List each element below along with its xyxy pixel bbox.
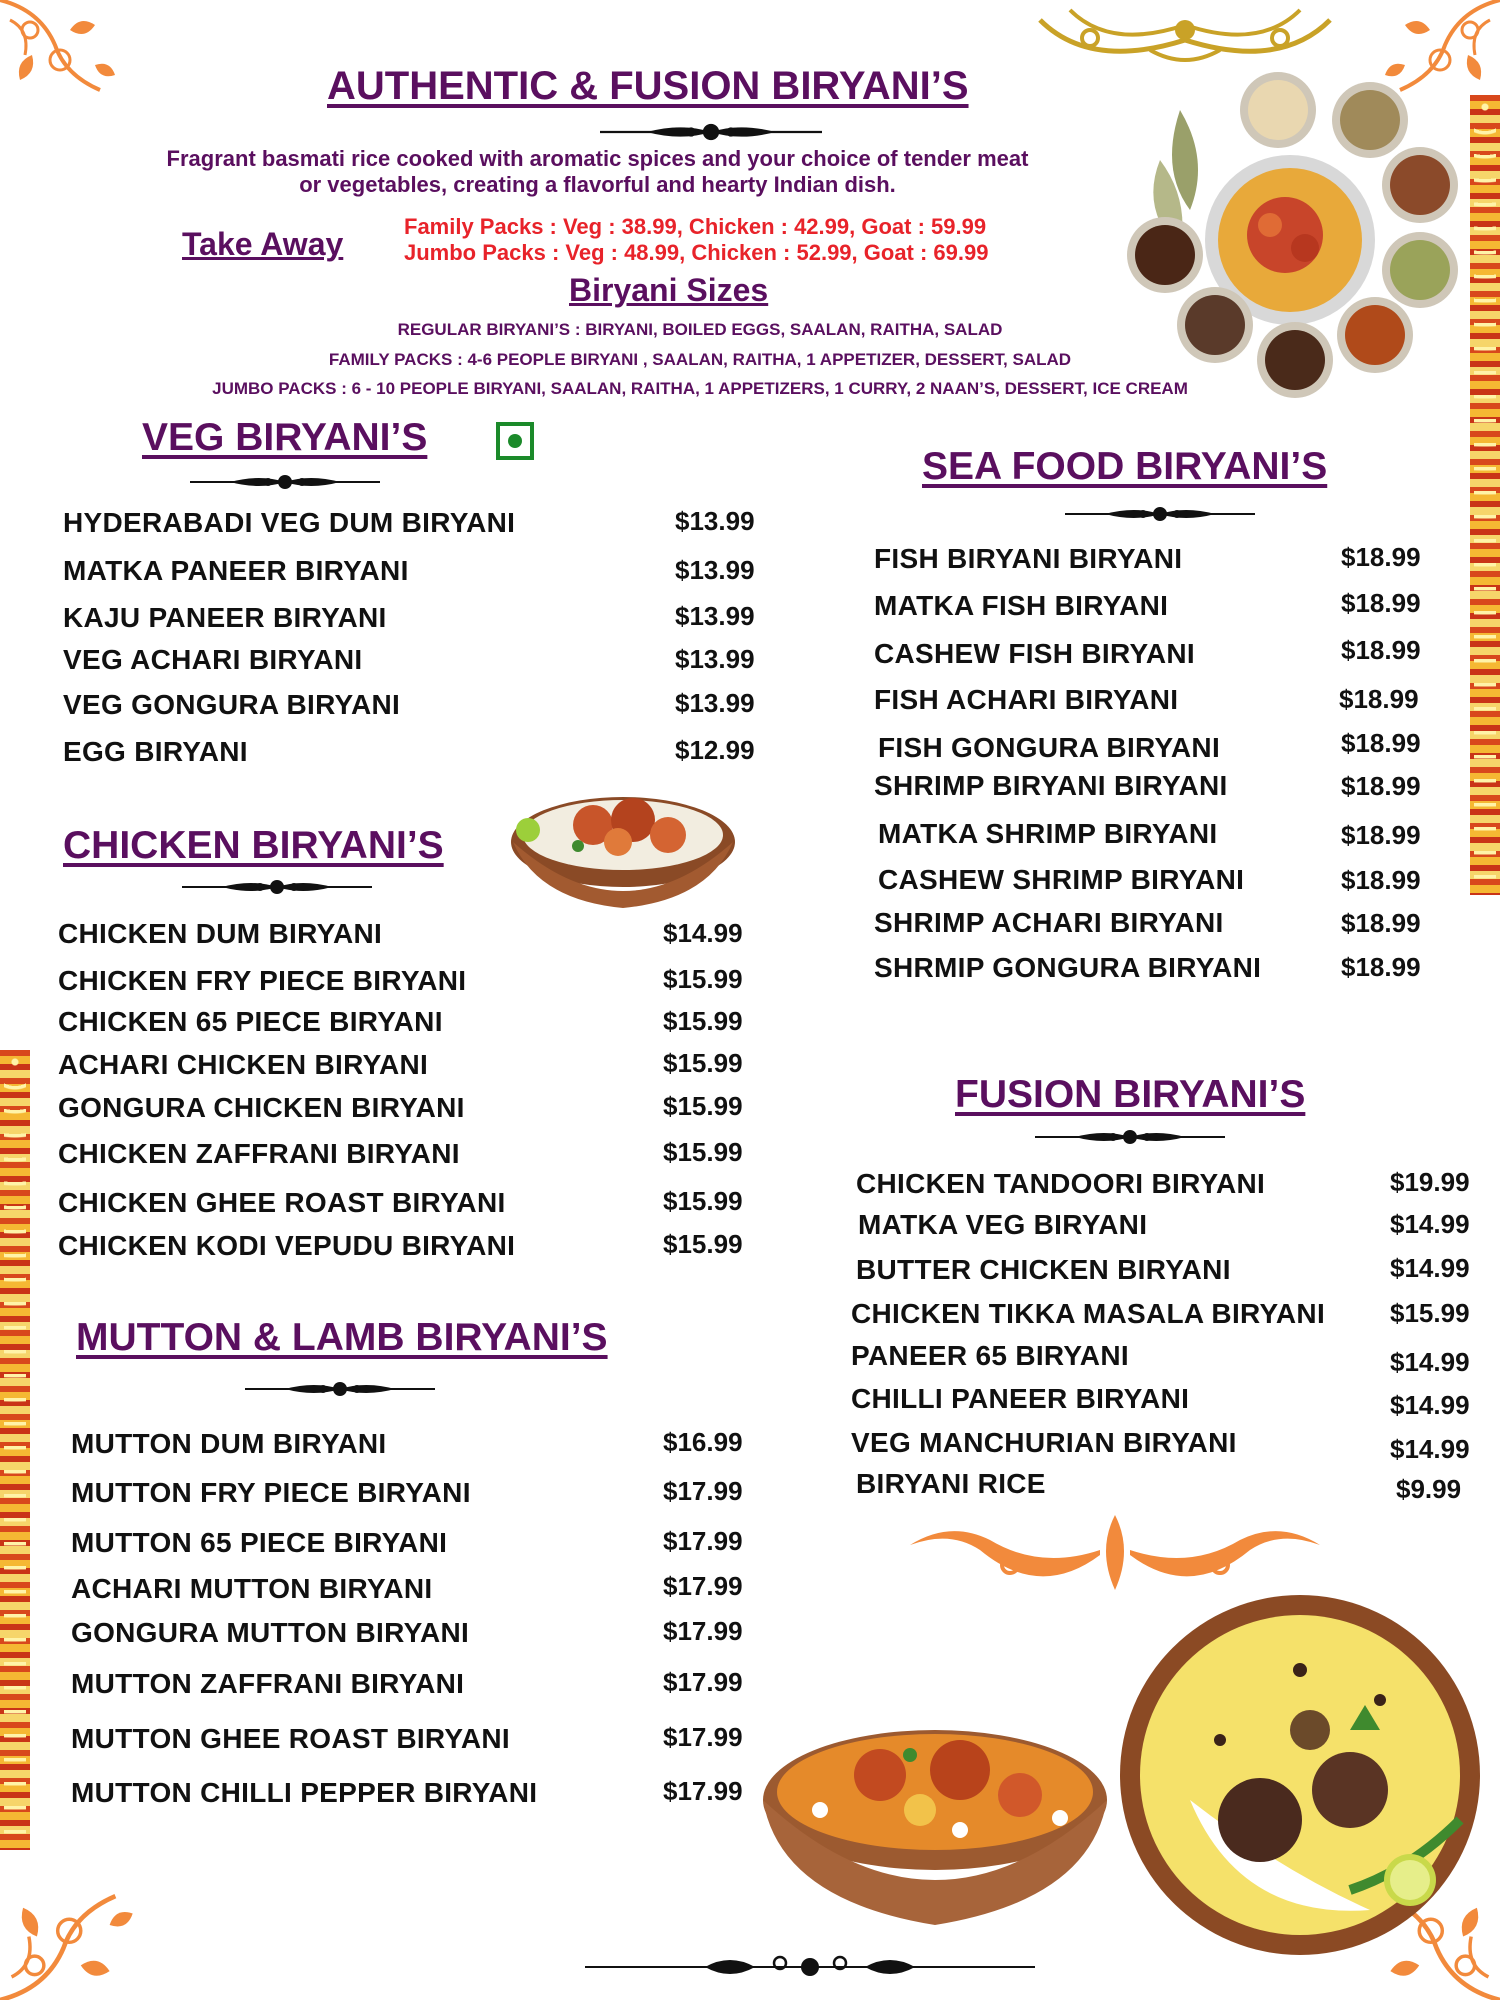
menu-item-price: $15.99 (663, 964, 743, 994)
mutton-biryani-bowl-image (1110, 1590, 1500, 1970)
menu-item-name: GONGURA MUTTON BIRYANI (71, 1617, 470, 1648)
divider-ornament (190, 472, 380, 492)
menu-item-price: $15.99 (1390, 1298, 1470, 1328)
menu-item-name: CHICKEN TIKKA MASALA BIRYANI (851, 1298, 1326, 1329)
menu-item-price: $17.99 (663, 1476, 743, 1506)
menu-item-price: $13.99 (675, 688, 755, 718)
menu-item-price: $16.99 (663, 1427, 743, 1457)
menu-item-name: MUTTON DUM BIRYANI (71, 1428, 387, 1459)
menu-item-price: $18.99 (1339, 684, 1419, 714)
menu-item-price: $15.99 (663, 1091, 743, 1121)
menu-item-price: $17.99 (663, 1776, 743, 1806)
menu-item-name: CASHEW FISH BIRYANI (874, 638, 1195, 669)
page-title: AUTHENTIC & FUSION BIRYANI’S (327, 64, 969, 108)
chicken-section-title: CHICKEN BIRYANI’S (63, 824, 444, 867)
menu-item-price: $14.99 (663, 918, 743, 948)
menu-item-price: $9.99 (1396, 1474, 1462, 1504)
menu-item-name: CHICKEN KODI VEPUDU BIRYANI (58, 1230, 516, 1261)
menu-item-price: $13.99 (675, 506, 755, 536)
biryani-sizes-title: Biryani Sizes (569, 272, 769, 308)
menu-item-price: $18.99 (1341, 908, 1421, 938)
menu-item-name: EGG BIRYANI (63, 736, 248, 767)
menu-item-price: $17.99 (663, 1616, 743, 1646)
menu-item-price: $18.99 (1341, 771, 1421, 801)
menu-item-price: $14.99 (1390, 1347, 1470, 1377)
menu-item-name: FISH GONGURA BIRYANI (878, 732, 1221, 763)
menu-item-name: MUTTON GHEE ROAST BIRYANI (71, 1723, 510, 1754)
menu-item-name: CHILLI PANEER BIRYANI (851, 1383, 1190, 1414)
takeaway-label: Take Away (182, 226, 344, 262)
menu-item-price: $18.99 (1341, 635, 1421, 665)
divider-ornament (585, 1952, 1035, 1982)
menu-item-price: $15.99 (663, 1048, 743, 1078)
menu-item-price: $18.99 (1341, 542, 1421, 572)
description-line-1: Fragrant basmati rice cooked with aromatic spices and your choice of tender meat (166, 146, 1029, 171)
menu-item-price: $14.99 (1390, 1434, 1470, 1464)
menu-item-price: $18.99 (1341, 588, 1421, 618)
gold-flourish-ornament (1030, 0, 1340, 70)
divider-ornament (1065, 504, 1255, 524)
menu-item-name: KAJU PANEER BIRYANI (63, 602, 387, 633)
menu-item-name: CHICKEN 65 PIECE BIRYANI (58, 1006, 443, 1037)
decorative-border-left (0, 1050, 30, 1850)
divider-ornament (245, 1379, 435, 1399)
floral-corner-ornament-bottom-left (0, 1850, 150, 2000)
menu-item-price: $17.99 (663, 1526, 743, 1556)
menu-item-name: SHRMIP GONGURA BIRYANI (874, 952, 1262, 983)
menu-item-name: SHRIMP BIRYANI BIRYANI (874, 770, 1228, 801)
menu-item-name: CASHEW SHRIMP BIRYANI (878, 864, 1245, 895)
menu-item-name: ACHARI CHICKEN BIRYANI (58, 1049, 429, 1080)
menu-item-price: $14.99 (1390, 1209, 1470, 1239)
menu-item-name: CHICKEN GHEE ROAST BIRYANI (58, 1187, 506, 1218)
menu-item-price: $17.99 (663, 1571, 743, 1601)
menu-item-price: $19.99 (1390, 1167, 1470, 1197)
menu-item-price: $13.99 (675, 601, 755, 631)
menu-item-name: MUTTON CHILLI PEPPER BIRYANI (71, 1777, 538, 1808)
divider-ornament (182, 877, 372, 897)
menu-item-price: $18.99 (1341, 865, 1421, 895)
menu-item-price: $14.99 (1390, 1390, 1470, 1420)
family-packs-prices: Family Packs : Veg : 38.99, Chicken : 42.99, Goat : 59.99 (404, 214, 987, 239)
menu-item-name: SHRIMP ACHARI BIRYANI (874, 907, 1224, 938)
menu-item-name: MUTTON FRY PIECE BIRYANI (71, 1477, 471, 1508)
seafood-section-title: SEA FOOD BIRYANI’S (922, 445, 1328, 488)
menu-item-name: VEG MANCHURIAN BIRYANI (851, 1427, 1237, 1458)
biryani-plate-image (760, 1700, 1110, 1930)
menu-item-price: $14.99 (1390, 1253, 1470, 1283)
chicken-biryani-bowl-image (508, 780, 738, 915)
size-family: FAMILY PACKS : 4-6 PEOPLE BIRYANI , SAALAN, RAITHA, 1 APPETIZER, DESSERT, SALAD (328, 350, 1072, 369)
menu-item-name: MATKA SHRIMP BIRYANI (878, 818, 1218, 849)
menu-item-name: FISH BIRYANI BIRYANI (874, 543, 1183, 574)
menu-item-name: ACHARI MUTTON BIRYANI (71, 1573, 433, 1604)
menu-item-price: $15.99 (663, 1186, 743, 1216)
menu-item-price: $17.99 (663, 1667, 743, 1697)
menu-item-name: FISH ACHARI BIRYANI (874, 684, 1179, 715)
spices-platter-image (1120, 70, 1460, 400)
fusion-section-title: FUSION BIRYANI’S (955, 1073, 1306, 1116)
menu-item-name: GONGURA CHICKEN BIRYANI (58, 1092, 465, 1123)
orange-flourish-ornament (890, 1510, 1340, 1600)
decorative-border-right (1470, 95, 1500, 895)
menu-item-name: HYDERABADI VEG DUM BIRYANI (63, 507, 516, 538)
divider-ornament (600, 120, 822, 144)
menu-item-name: CHICKEN DUM BIRYANI (58, 918, 383, 949)
menu-item-name: CHICKEN TANDOORI BIRYANI (856, 1168, 1266, 1199)
menu-item-price: $13.99 (675, 644, 755, 674)
menu-item-name: CHICKEN FRY PIECE BIRYANI (58, 965, 467, 996)
menu-item-name: BUTTER CHICKEN BIRYANI (856, 1254, 1231, 1285)
menu-item-price: $13.99 (675, 555, 755, 585)
menu-item-name: VEG GONGURA BIRYANI (63, 689, 401, 720)
menu-item-name: MUTTON 65 PIECE BIRYANI (71, 1527, 448, 1558)
menu-item-name: MUTTON ZAFFRANI BIRYANI (71, 1668, 465, 1699)
divider-ornament (1035, 1127, 1225, 1147)
menu-item-price: $17.99 (663, 1722, 743, 1752)
menu-item-price: $15.99 (663, 1229, 743, 1259)
menu-item-price: $15.99 (663, 1006, 743, 1036)
size-regular: REGULAR BIRYANI’S : BIRYANI, BOILED EGGS, SAALAN, RAITHA, SALAD (397, 320, 1003, 339)
menu-item-name: MATKA FISH BIRYANI (874, 590, 1169, 621)
size-jumbo: JUMBO PACKS : 6 - 10 PEOPLE BIRYANI, SAALAN, RAITHA, 1 APPETIZERS, 1 CURRY, 2 NAAN’S, DESSERT, ICE CREAM (212, 379, 1188, 398)
floral-corner-ornament-top-left (0, 0, 130, 130)
jumbo-packs-prices: Jumbo Packs : Veg : 48.99, Chicken : 52.99, Goat : 69.99 (404, 240, 989, 265)
menu-item-price: $18.99 (1341, 952, 1421, 982)
veg-section-title: VEG BIRYANI’S (142, 416, 428, 459)
menu-item-price: $15.99 (663, 1137, 743, 1167)
menu-item-price: $12.99 (675, 735, 755, 765)
description-line-2: or vegetables, creating a flavorful and hearty Indian dish. (299, 172, 896, 197)
menu-item-price: $18.99 (1341, 728, 1421, 758)
menu-item-name: BIRYANI RICE (856, 1468, 1046, 1499)
mutton-section-title: MUTTON & LAMB BIRYANI’S (76, 1316, 608, 1359)
menu-item-name: PANEER 65 BIRYANI (851, 1340, 1129, 1371)
menu-item-name: MATKA PANEER BIRYANI (63, 555, 409, 586)
menu-item-name: CHICKEN ZAFFRANI BIRYANI (58, 1138, 460, 1169)
menu-item-name: VEG ACHARI BIRYANI (63, 644, 363, 675)
menu-item-name: MATKA VEG BIRYANI (858, 1209, 1148, 1240)
veg-symbol-icon (496, 422, 534, 460)
menu-item-price: $18.99 (1341, 820, 1421, 850)
